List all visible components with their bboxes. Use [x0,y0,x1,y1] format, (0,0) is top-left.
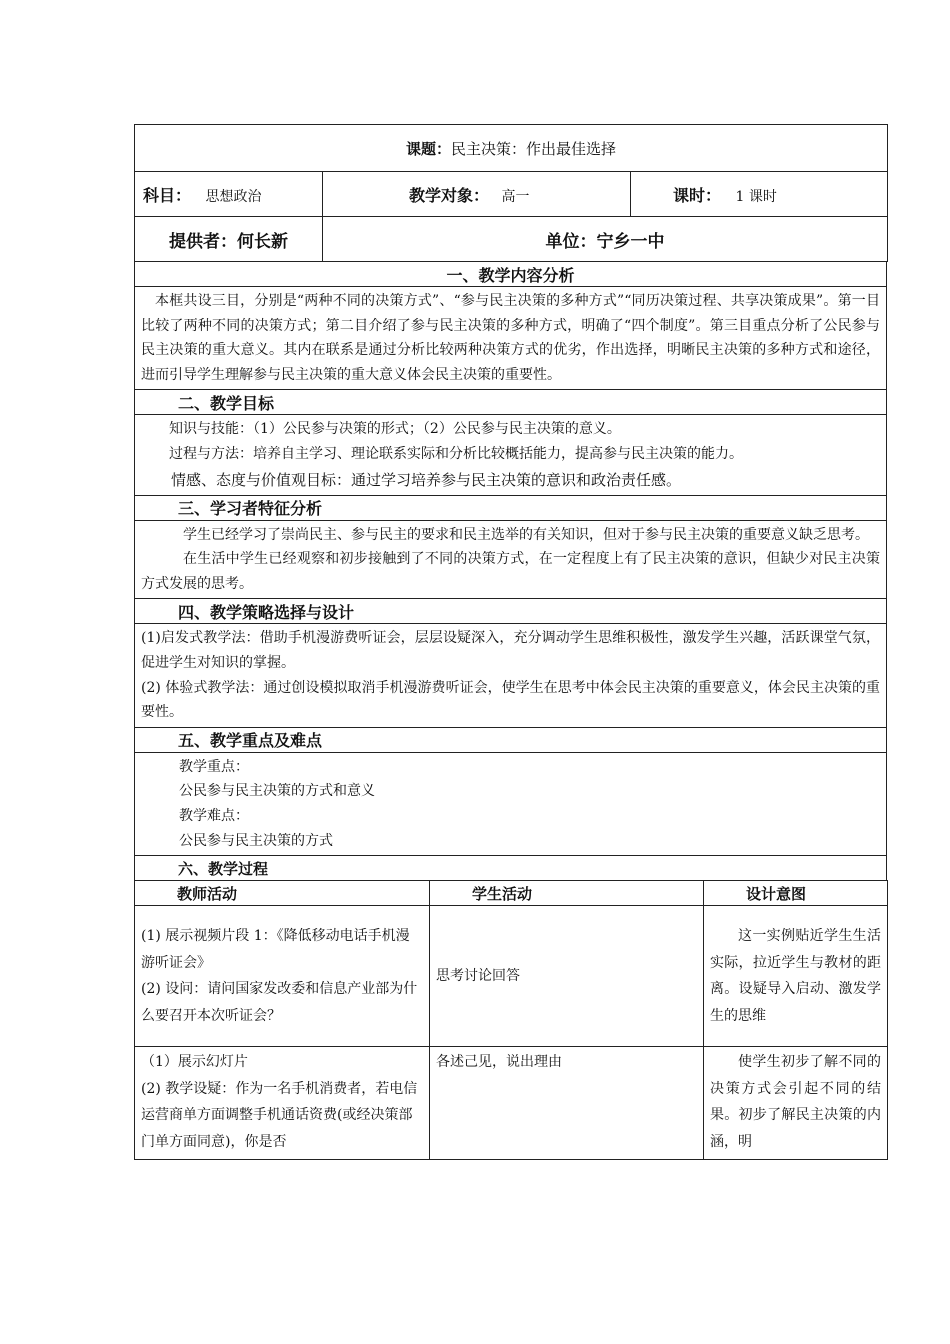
audience-label: 教学对象： [409,185,490,205]
subject-label: 科目： [143,185,192,205]
section-1-text: 本框共设三目，分别是“两种不同的决策方式”、“参与民主决策的多种方式”“同历决策过程、共享决策成果”。第一目比较了两种不同的决策方式；第二目介绍了参与民主决策的多种方式，明确了“四个制度”。第三目重点分析了公民参与民主决策的重大意义。其内在联系是通过分析比较两种决策方式的优劣，作出选择，明晰民主决策的多种方式和途径，进而引导学生理解参与民主决策的重大意义体会民主决策的重要性。 [135,287,887,390]
teacher-col-header: 教师活动 [135,881,430,906]
provider-cell: 提供者：何长新 [135,217,323,262]
key-point-label: 教学重点： [179,758,249,775]
info-table [134,171,888,217]
section-3-body [135,520,887,599]
hours-label: 课时： [673,185,722,205]
process-row-1-design: 这一实例贴近学生生活实际，拉近学生与教材的距离。设疑导入启动、激发学生的思维 [704,906,888,1047]
subject-value: 思想政治 [205,188,262,205]
section-4-title: 四、教学策略选择与设计 [135,599,887,624]
lesson-plan [134,124,887,1160]
hours-cell [631,172,888,217]
title-row [135,125,888,172]
title-value: 民主决策：作出最佳选择 [451,139,617,158]
title-cell [135,125,888,172]
hours-value: 1 课时 [735,188,777,205]
provider-row [135,217,888,262]
difficulty-label: 教学难点： [179,807,249,824]
info-row [135,172,888,217]
objective-attitude: 情感、态度与价值观目标：通过学习培养参与民主决策的意识和政治责任感。 [171,470,682,489]
process-row-2-teacher: （1）展示幻灯片 (2) 教学设疑：作为一名手机消费者，若电信运营商单方面调整手机通话资费(或经决策部门单方面同意)，你是否 [135,1047,430,1160]
section-2-title: 二、教学目标 [135,390,887,415]
process-row [135,1047,888,1160]
process-row-2-student: 各述己见，说出理由 [430,1047,704,1160]
section-5-body [135,752,887,855]
section-3-title: 三、学习者特征分析 [135,495,887,520]
process-header-row [135,881,888,906]
sections-table [134,261,887,881]
learner-paragraph-2: 在生活中学生已经观察和初步接触到了不同的决策方式，在一定程度上有了民主决策的意识，但缺少对民主决策方式发展的思考。 [141,551,880,592]
title-label: 课题： [405,139,451,158]
audience-value: 高一 [501,188,530,205]
strategy-1: (1)启发式教学法：借助手机漫游费听证会，层层设疑深入，充分调动学生思维积极性，激发学生兴趣，活跃课堂气氛，促进学生对知识的掌握。 [141,630,880,671]
learner-paragraph-1: 学生已经学习了崇尚民主、参与民主的要求和民主选举的有关知识，但对于参与民主决策的重要意义缺乏思考。 [183,526,869,543]
difficulty-value: 公民参与民主决策的方式 [179,832,333,849]
audience-cell [323,172,631,217]
process-table [134,880,888,1160]
section-5-title: 五、教学重点及难点 [135,727,887,752]
provider-table [134,216,888,262]
process-row [135,906,888,1047]
section-1-title: 一、教学内容分析 [135,262,887,287]
key-point-value: 公民参与民主决策的方式和意义 [179,783,375,800]
process-row-2-design: 使学生初步了解不同的决策方式会引起不同的结果。初步了解民主决策的内涵，明 [704,1047,888,1160]
student-col-header: 学生活动 [430,881,704,906]
objective-process: 过程与方法：培养自主学习、理论联系实际和分析比较概括能力，提高参与民主决策的能力。 [169,445,743,462]
design-col-header: 设计意图 [704,881,888,906]
objective-knowledge: 知识与技能：（1）公民参与决策的形式；（2）公民参与民主决策的意义。 [169,421,621,438]
unit-cell: 单位：宁乡一中 [323,217,888,262]
section-2-body [135,415,887,495]
header-table [134,124,888,172]
strategy-2: (2) 体验式教学法：通过创设模拟取消手机漫游费听证会，使学生在思考中体会民主决策的重要意义，体会民主决策的重要性。 [141,679,880,721]
section-4-body [135,624,887,727]
subject-cell [135,172,323,217]
process-row-1-teacher: (1) 展示视频片段 1：《降低移动电话手机漫游听证会》 (2) 设问：请问国家发改委和信息产业部为什么要召开本次听证会？ [135,906,430,1047]
section-6-title: 六、教学过程 [135,856,887,881]
process-row-1-student: 思考讨论回答 [430,906,704,1047]
